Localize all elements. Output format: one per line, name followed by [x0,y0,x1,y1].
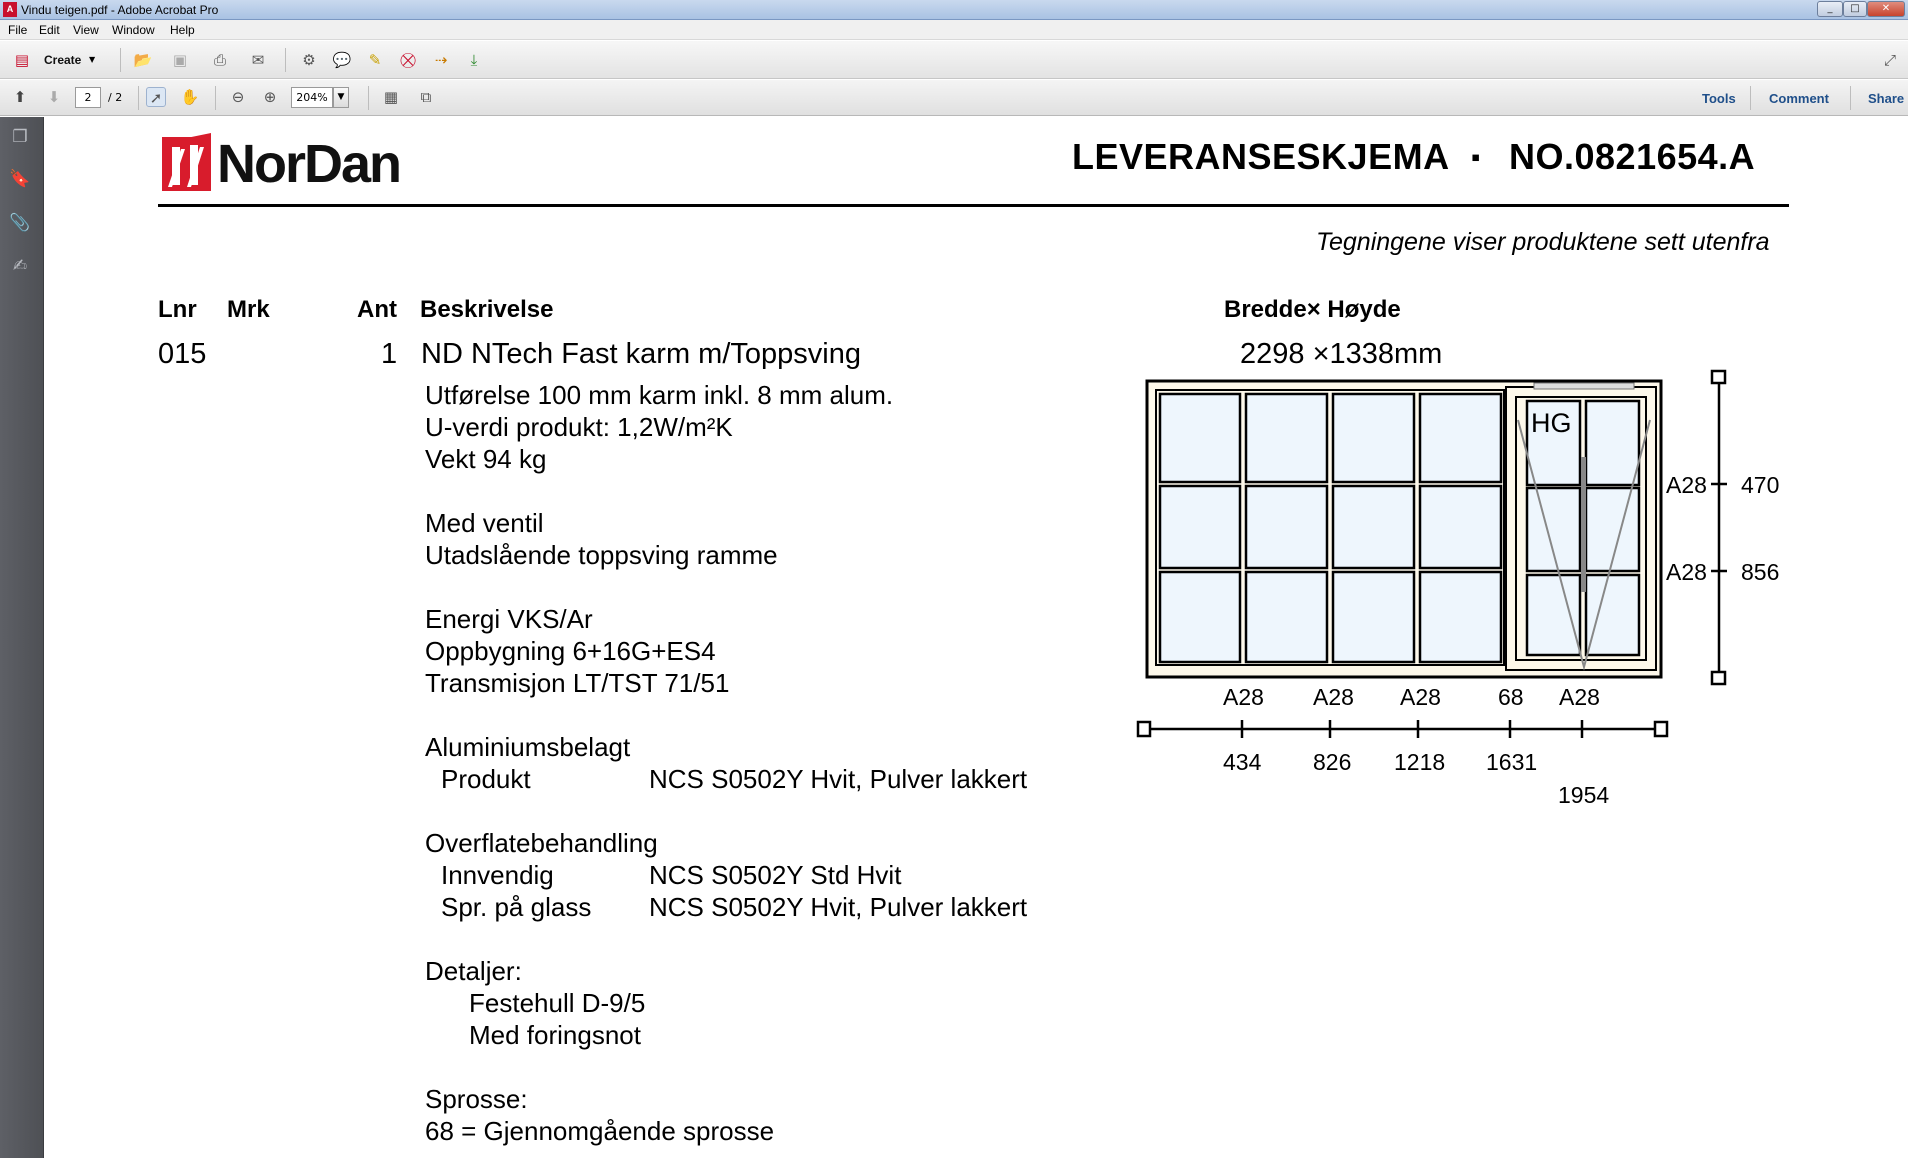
horizontal-dimension-line [1138,720,1667,738]
maximize-button[interactable]: □ [1843,1,1867,17]
dim-value: 856 [1741,559,1780,585]
desc-line: Aluminiumsbelagt [425,732,631,762]
fit-width-icon[interactable]: ⧉ [420,88,432,106]
bookmarks-icon[interactable]: 🔖 [9,169,31,189]
expand-icon[interactable]: ⤢ [1883,51,1896,69]
open-folder-icon[interactable]: 📂 [133,51,153,69]
desc-line: Festehull D-9/5 [469,988,646,1018]
toolbar-separator [120,48,121,72]
desc-value: NCS S0502Y Hvit, Pulver lakkert [649,892,1028,922]
sign-document-icon[interactable]: ⤓ [470,51,478,69]
create-dropdown-icon[interactable]: ▼ [89,55,96,64]
sash-hinge [1534,383,1634,389]
page-thumbnails-icon[interactable]: ❐ [12,127,28,147]
header-title: LEVERANSESKJEMA [1072,136,1450,177]
desc-line: Oppbygning 6+16G+ES4 [425,636,716,666]
dim-label: A28 [1313,684,1354,710]
nordan-logo-mark-icon [159,131,214,193]
dim-value: 826 [1313,749,1352,775]
select-cursor-icon[interactable]: ➚ [146,87,166,107]
desc-line: Detaljer: [425,956,522,986]
title-bar [0,0,1908,20]
row-lnr: 015 [158,338,207,370]
vertical-dimension-line [1711,371,1727,684]
nordan-logo [159,129,409,199]
desc-line: Med foringsnot [469,1020,641,1050]
hand-tool-icon[interactable]: ✋ [180,88,200,106]
settings-gear-icon[interactable]: ⚙ [302,51,316,69]
sash-label: HG [1531,408,1572,438]
previous-page-icon[interactable]: ⬆ [13,88,27,106]
toolbar-separator [285,48,286,72]
main-toolbar [0,41,1908,79]
navigation-pane [0,117,44,1158]
col-ant: Ant [357,296,397,323]
desc-line: Energi VKS/Ar [425,604,593,634]
dim-label: A28 [1666,559,1707,585]
col-lnr: Lnr [158,296,197,323]
dim-label: A28 [1400,684,1441,710]
email-icon[interactable]: ✉ [251,51,265,69]
pdf-app-icon: A [3,2,17,17]
create-icon[interactable]: ▤ [14,51,30,69]
desc-line: Utadslående toppsving ramme [425,540,778,570]
toolbar-separator [368,86,369,110]
header-bullet: ▪ [1471,142,1481,172]
toolbar-separator [1750,86,1751,110]
dim-value: 434 [1223,749,1262,775]
row-product-name: ND NTech Fast karm m/Toppsving [421,338,861,370]
next-page-icon[interactable]: ⬇ [47,88,61,106]
menu-window[interactable]: Window [112,23,155,37]
comment-bubble-icon[interactable]: 💬 [332,51,352,69]
col-dimensions: Bredde× Høyde [1224,296,1401,323]
dim-value: 1954 [1558,782,1610,808]
desc-line: Sprosse: [425,1084,528,1114]
desc-label: Spr. på glass [441,892,592,922]
document-page [45,117,1908,1158]
col-mrk: Mrk [227,296,270,323]
print-icon[interactable]: ⎙ [213,51,226,69]
window-drawing [1135,357,1855,937]
review-icon[interactable]: ✎ [368,51,382,69]
attachments-paperclip-icon[interactable]: 📎 [9,213,31,233]
toolbar-separator [1850,86,1851,110]
dim-label: 68 [1498,684,1524,710]
menu-view[interactable]: View [73,23,99,37]
tools-tab[interactable]: Tools [1702,91,1736,106]
zoom-dropdown-icon[interactable]: ▼ [333,87,349,108]
desc-line: Transmisjon LT/TST 71/51 [425,668,730,698]
signatures-icon[interactable]: ✍ [12,256,28,276]
dim-label: A28 [1223,684,1264,710]
dim-label: A28 [1666,472,1707,498]
zoom-out-icon[interactable]: ⊖ [231,88,245,106]
toolbar-separator [215,86,216,110]
menu-file[interactable]: File [8,23,28,37]
menu-edit[interactable]: Edit [39,23,60,37]
desc-line: Med ventil [425,508,544,538]
desc-line: Vekt 94 kg [425,444,547,474]
desc-label: Innvendig [441,860,554,890]
desc-line: 68 = Gjennomgående sprosse [425,1116,775,1146]
brand-name: NorDan [217,134,401,194]
zoom-in-icon[interactable]: ⊕ [263,88,277,106]
zoom-input[interactable]: 204% [291,87,333,108]
dim-value: 1631 [1486,749,1538,775]
desc-line: Overflatebehandling [425,828,658,858]
comment-tab[interactable]: Comment [1769,91,1829,106]
menu-bar [0,20,1908,40]
header-number: NO.0821654.A [1509,136,1756,177]
fit-page-icon[interactable]: ▦ [383,88,399,106]
close-button[interactable]: ✕ [1867,1,1905,17]
menu-help[interactable]: Help [170,23,195,37]
page-number-input[interactable]: 2 [75,87,101,108]
forms-icon[interactable]: ⇢ [434,51,448,69]
col-beskrivelse: Beskrivelse [420,296,554,323]
window-title: Vindu teigen.pdf - Adobe Acrobat Pro [21,3,219,17]
desc-value: NCS S0502Y Hvit, Pulver lakkert [649,764,1028,794]
minimize-button[interactable]: _ [1817,1,1843,17]
desc-line: Utførelse 100 mm karm inkl. 8 mm alum. [425,380,894,410]
page-total: / 2 [108,91,123,104]
sash-handle [1581,457,1586,592]
row-ant: 1 [381,338,398,370]
row-size: 2298 ×1338mm [1240,338,1443,370]
dim-label: A28 [1559,684,1600,710]
toolbar-separator [138,86,139,110]
drawing-note: Tegningene viser produktene sett utenfra [1316,228,1770,256]
create-button[interactable]: Create [44,53,82,67]
dim-value: 1218 [1394,749,1446,775]
share-tab[interactable]: Share [1868,91,1905,106]
header-rule [158,204,1789,207]
save-icon[interactable]: ▣ [172,51,188,69]
navigation-toolbar [0,80,1908,116]
dim-value: 470 [1741,472,1780,498]
desc-label: Produkt [441,764,531,794]
desc-value: NCS S0502Y Std Hvit [649,860,902,890]
secure-document-icon[interactable]: ⛒ [400,51,416,69]
desc-line: U-verdi produkt: 1,2W/m²K [425,412,733,442]
